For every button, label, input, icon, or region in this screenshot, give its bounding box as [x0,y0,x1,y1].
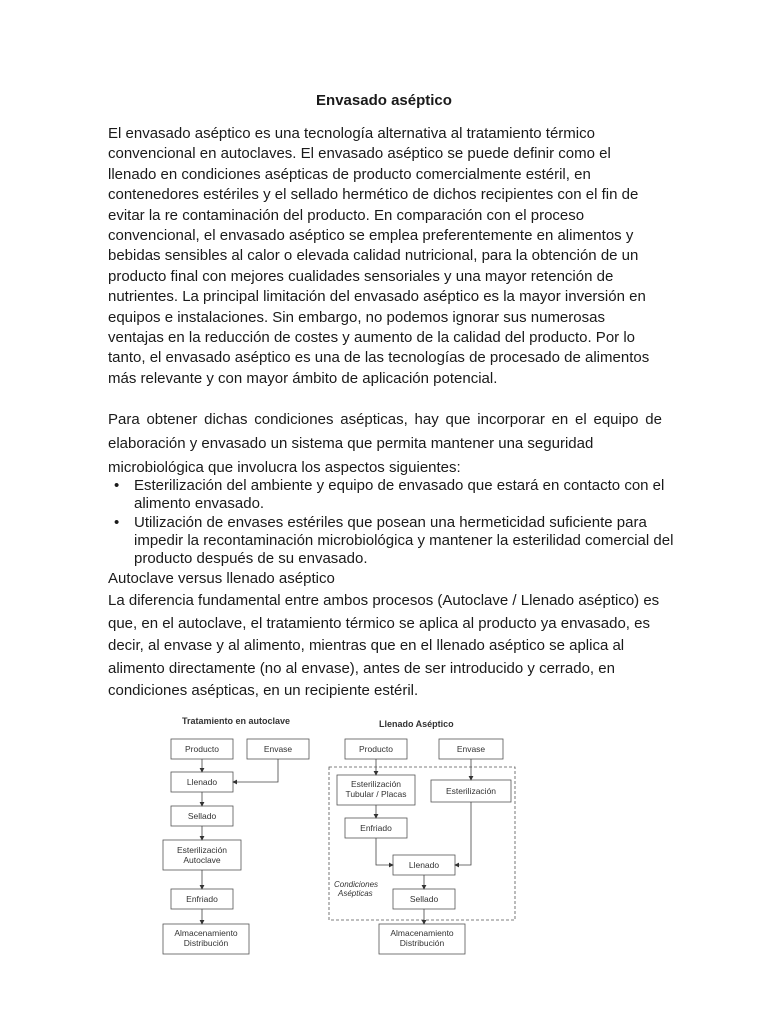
page-title: Envasado aséptico [316,92,452,109]
label-producto-right: Producto [358,744,394,754]
label-almacenamiento-right: Almacenamiento [390,928,454,938]
paragraph-conditions-text: Para obtener dichas condiciones asépticas, hay que incorporar en el equipo de elaboración y envasado un sistema que permita mantener una seguridad [108,411,662,452]
paragraph-conditions-last-line: microbiológica que involucra los aspectos siguientes: [108,459,461,476]
label-sellado-right: Sellado [409,894,439,904]
section-subheading: Autoclave versus llenado aséptico [108,570,335,587]
autoclave-flowchart [163,716,309,954]
paragraph-intro: El envasado aséptico es una tecnología alternativa al tratamiento térmico convencional en autoclaves. El envasado aséptico se puede definir como el llenado en condiciones asépticas de producto comercialmente estéril, en contenedores estériles y el sellado hermético de dichos recipientes con el fin de evitar la re contaminación del producto. En comparación con el proceso convencional, el envasado aséptico se emplea preferentemente en alimentos y bebidas sensibles al calor o elevada calidad nutricional, para la obtención de un producto final con mejores cualidades sensoriales y una mayor retención de nutrientes. La principal limitación del envasado aséptico es la mayor inversión en equipos e instalaciones. Sin embargo, no podemos ignorar sus numerosas ventajas en la reducción de costes y aumento de la calidad del producto. Por lo tanto, el envasado aséptico es una de las tecnologías de procesado de alimentos más relevante y con mayor ámbito de aplicación potencial. [108,125,650,387]
label-distribucion-left: Distribución [183,938,229,948]
label-esterilizacion-right: Esterilización [445,786,497,796]
label-llenado-left: Llenado [186,777,218,787]
paragraph-conditions [108,408,662,480]
label-esterilizacion-tubular-2: Tubular / Placas [345,789,407,799]
label-envase-right: Envase [456,744,486,754]
label-esterilizacion-left-1: Esterilización [176,845,228,855]
label-enfriado-left: Enfriado [186,894,218,904]
list-item-text: Utilización de envases estériles que posean una hermeticidad suficiente para impedir la recontaminación microbiológica y mantener la esterilidad comercial del producto después de su envasado. [134,513,674,568]
autoclave-title: Tratamiento en autoclave [182,716,291,726]
list-item [114,513,694,569]
bullet-icon: • [114,513,120,531]
label-envase-left: Envase [263,744,293,754]
label-almacenamiento-left: Almacenamiento [174,928,238,938]
label-esterilizacion-tubular-1: Esterilización [350,779,402,789]
label-distribucion-right: Distribución [399,938,445,948]
list-item-text: Esterilización del ambiente y equipo de envasado que estará en contacto con el alimento envasado. [134,477,665,513]
label-condiciones-1: Condiciones [334,880,379,889]
label-llenado-right: Llenado [408,860,440,870]
bullet-icon: • [114,477,120,494]
list-item [114,477,694,514]
label-producto-left: Producto [184,744,220,754]
paragraph-comparison: La diferencia fundamental entre ambos procesos (Autoclave / Llenado aséptico) es que, en el autoclave, el tratamiento térmico se aplica al producto ya envasado, es decir, al envase y al alimento, mientras que en el llenado aséptico se aplica al alimento directamente (no al envase), antes de ser introducido y cerrado, en condiciones asépticas, en un recipiente estéril. [108,592,660,699]
aseptic-flowchart [329,719,515,954]
label-sellado-left: Sellado [187,811,217,821]
bullet-list [108,477,694,568]
label-condiciones-2: Asépticas [338,889,373,898]
label-enfriado-right: Enfriado [360,823,392,833]
aseptic-title: Llenado Aséptico [379,719,454,729]
process-diagram [160,712,520,964]
label-esterilizacion-left-2: Autoclave [183,855,221,865]
